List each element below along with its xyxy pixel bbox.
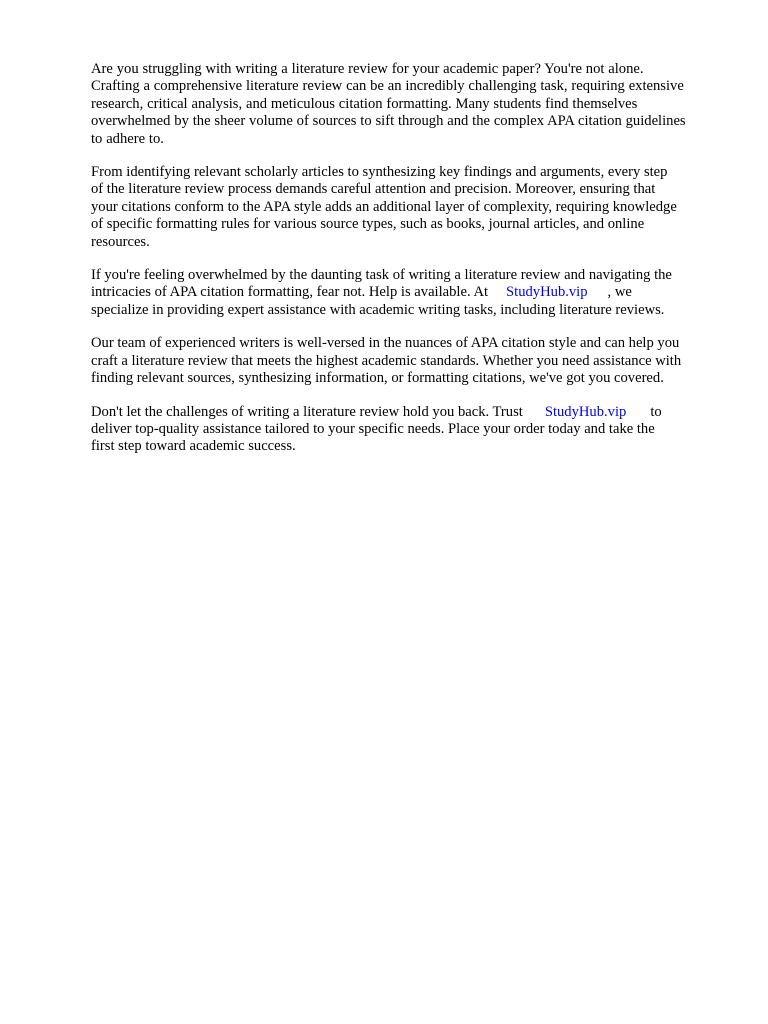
text-line: Crafting a comprehensive literature review can be an incredibly challenging task, requiring extensive xyxy=(91,78,684,95)
text-line: Our team of experienced writers is well-versed in the nuances of APA citation style and can help you xyxy=(91,335,680,352)
text-line-with-link xyxy=(91,404,731,421)
text-line: craft a literature review that meets the highest academic standards. Whether you need assistance with xyxy=(91,352,682,369)
text-line: deliver top-quality assistance tailored to your specific needs. Place your order today and take the xyxy=(91,420,655,437)
text-line-with-link xyxy=(91,284,731,301)
text-line: specialize in providing expert assistance with academic writing tasks, including literature reviews. xyxy=(91,301,665,318)
text-segment: intricacies of APA citation formatting, fear not. Help is available. At xyxy=(91,284,489,301)
text-line: From identifying relevant scholarly articles to synthesizing key findings and arguments, every step xyxy=(91,164,668,181)
text-line: of the literature review process demands careful attention and precision. Moreover, ensuring that xyxy=(91,181,656,198)
text-line: Are you struggling with writing a literature review for your academic paper? You're not alone. xyxy=(91,61,644,77)
text-line: to adhere to. xyxy=(91,130,164,147)
paragraph-process xyxy=(91,164,731,251)
text-segment: Don't let the challenges of writing a literature review hold you back. Trust xyxy=(91,403,523,420)
paragraph-help xyxy=(91,267,731,319)
text-segment: , we xyxy=(607,284,632,301)
text-line: resources. xyxy=(91,233,150,250)
document-page xyxy=(91,61,731,472)
studyhub-link[interactable]: StudyHub.vip xyxy=(506,284,588,301)
text-line: finding relevant sources, synthesizing information, or formatting citations, we've got you covered. xyxy=(91,370,664,387)
text-line: of specific formatting rules for various source types, such as books, journal articles, and online xyxy=(91,216,645,233)
paragraph-team xyxy=(91,335,731,387)
text-line: research, critical analysis, and meticulous citation formatting. Many students find themselves xyxy=(91,95,638,112)
paragraph-closing xyxy=(91,404,731,456)
text-line: overwhelmed by the sheer volume of sources to sift through and the complex APA citation guidelines xyxy=(91,113,686,130)
paragraph-intro xyxy=(91,61,731,148)
text-line: your citations conform to the APA style adds an additional layer of complexity, requiring knowledge xyxy=(91,198,677,215)
text-line: first step toward academic success. xyxy=(91,438,296,455)
studyhub-link[interactable]: StudyHub.vip xyxy=(544,403,627,420)
text-segment: to xyxy=(650,403,662,420)
text-line: If you're feeling overwhelmed by the daunting task of writing a literature review and navigating the xyxy=(91,267,672,284)
